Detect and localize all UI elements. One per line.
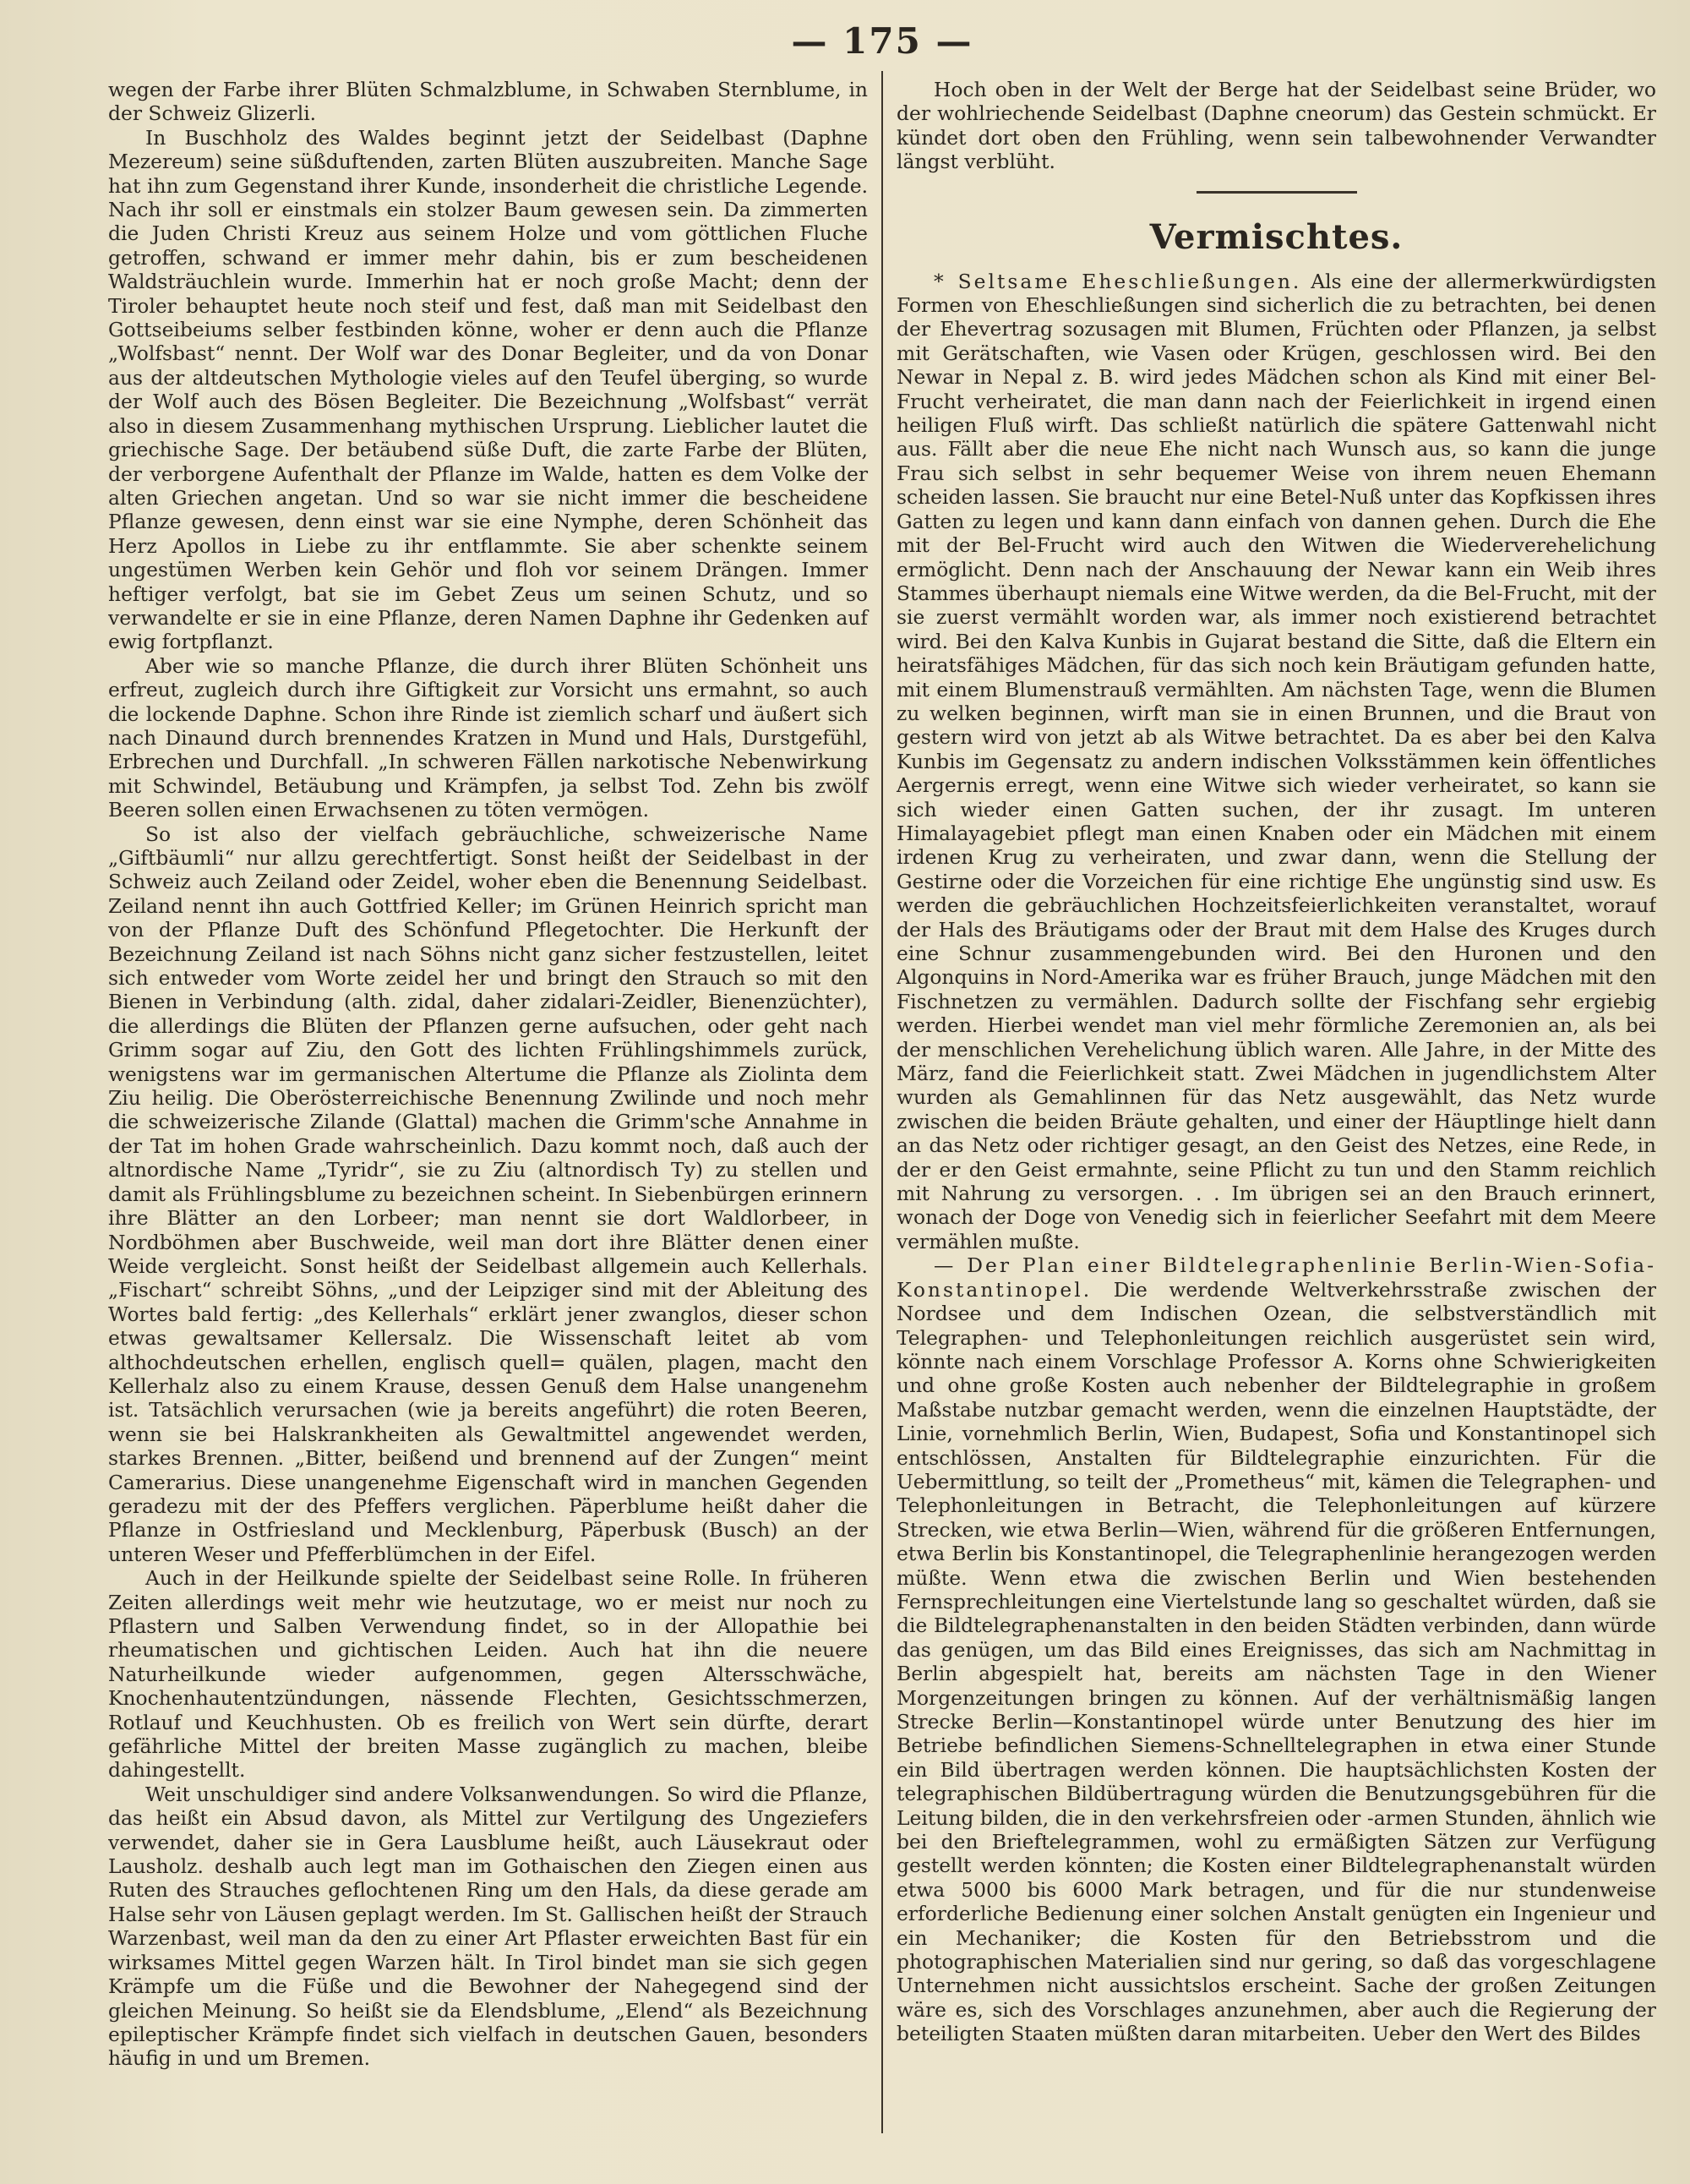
paragraph: Hoch oben in der Welt der Berge hat der Seidelbast seine Brüder, wo der wohlriechende Seidelbast (Daphne cneorum) das Gestein schmückt. Er kündet dort oben den Frühling, wenn sein talbewohnender Verwandter längst verblüht. [897,78,1656,174]
article-seltsame-eheschliessungen [897,270,1656,1254]
paragraph: In Buschholz des Waldes beginnt jetzt der Seidelbast (Daphne Mezereum) seine süßduftenden, zarten Blüten auszubreiten. Manche Sage hat ihn zum Gegenstand ihrer Kunde, insonderheit die christliche Legende. Nach ihr soll er einstmals ein stolzer Baum gewesen sein. Da zimmerten die Juden Christi Kreuz aus seinem Holze und vom göttlichen Fluche getroffen, schwand er immer mehr dahin, bis er zum bescheidenen Waldsträuchlein wurde. Immerhin hat er noch große Macht; denn der Tiroler behauptet heute noch steif und fest, daß man mit Seidelbast den Gottseibeiums selber festbinden könne, woher er denn auch die Pflanze „Wolfsbast“ nennt. Der Wolf war des Donar Begleiter, und da von Donar aus der altdeutschen Mythologie vieles auf den Teufel überging, so wurde der Wolf auch des Bösen Begleiter. Die Bezeichnung „Wolfsbast“ verrät also in diesem Zusammenhang mythischen Ursprung. Lieblicher lautet die griechische Sage. Der betäubend süße Duft, die zarte Farbe der Blüten, der verborgene Aufenthalt der Pflanze im Walde, hatten es dem Volke der alten Griechen angetan. Und so war sie nicht immer die bescheidene Pflanze gewesen, denn einst war sie eine Nymphe, deren Schönheit das Herz Apollos in Liebe zu ihr entflammte. Sie aber schenkte seinem ungestümen Werben kein Gehör und floh vor seinem Drängen. Immer heftiger verfolgt, bat sie im Gebet Zeus um seinen Schutz, und so verwandelte er sie in eine Pflanze, deren Namen Daphne ihr Gedenken auf ewig fortpflanzt. [108,125,868,654]
paragraph: Weit unschuldiger sind andere Volksanwendungen. So wird die Pflanze, das heißt ein Absud davon, als Mittel zur Vertilgung des Ungeziefers verwendet, daher sie in Gera Lausblume heißt, auch Läusekraut oder Lausholz. deshalb auch legt man im Gothaischen den Ziegen einen aus Ruten des Strauches geflochtenen Ring um den Hals, da diese gerade am Halse sehr von Läusen geplagt werden. Im St. Gallischen heißt der Strauch Warzenbast, weil man da den zu einer Art Pflaster erweichten Bast für ein wirksames Mittel gegen Warzen hält. In Tirol bindet man sie sich gegen Krämpfe um die Füße und die Bewohner der Nahegegend sind der gleichen Meinung. So heißt sie da Elendsblume, „Elend“ als Bezeichnung epileptischer Krämpfe findet sich vielfach in deutschen Gauen, besonders häufig in und um Bremen. [108,1782,868,2071]
left-column [108,78,881,2133]
paragraph: Aber wie so manche Pflanze, die durch ihrer Blüten Schönheit uns erfreut, zugleich durch ihre Giftigkeit zur Vorsicht uns ermahnt, so auch die lockende Daphne. Schon ihre Rinde ist ziemlich scharf und äußert sich nach Dinaund durch brennendes Kratzen in Mund und Hals, Durstgefühl, Erbrechen und Durchfall. „In schweren Fällen narkotische Nebenwirkung mit Schwindel, Betäubung und Krämpfen, ja selbst Tod. Zehn bis zwölf Beeren sollen einen Erwachsenen zu töten vermögen. [108,653,868,822]
article-heading: — Der Plan einer Bildtelegraphenlinie Berlin-Wien-Sofia-Konstantinopel. [897,1253,1656,1302]
paragraph: Auch in der Heilkunde spielte der Seidelbast seine Rolle. In früheren Zeiten allerdings weit mehr wie heutzutage, wo er meist nur noch zu Pflastern und Salben Verwendung findet, so in der Allopathie bei rheumatischen und gichtischen Leiden. Auch hat ihn die neuere Naturheilkunde wieder aufgenommen, gegen Altersschwäche, Knochenhautentzündungen, nässende Flechten, Gesichtsschmerzen, Rotlauf und Keuchhusten. Ob es freilich von Wert sein dürfte, derart gefährliche Mittel der breiten Masse zugänglich zu machen, bleibe dahingestellt. [108,1566,868,1783]
two-column-body [108,78,1656,2133]
article-bildtelegraphenlinie [897,1253,1656,2045]
article-body: Die werdende Weltverkehrsstraße zwischen der Nordsee und dem Indischen Ozean, die selbstverständlich mit Telegraphen- und Telephonleitungen reichlich ausgerüstet sein wird, könnte nach einem Vorschlage Professor A. Korns ohne Schwierigkeiten und ohne große Kosten auch nebenher der Bildtelegraphie in großem Maßstabe nutzbar gemacht werden, wenn die einzelnen Hauptstädte, der Linie, vornehmlich Berlin, Wien, Budapest, Sofia und Konstantinopel sich entschlössen, Anstalten für Bildtelegraphie einzurichten. Für die Uebermittlung, so teilt der „Prometheus“ mit, kämen die Telegraphen- und Telephonleitungen in Betracht, die Telephonleitungen auf kürzere Strecken, wie etwa Berlin—Wien, während für die größeren Entfernungen, etwa Berlin bis Konstantinopel, die Telegraphenlinie herangezogen werden müßte. Wenn etwa die zwischen Berlin und Wien bestehenden Fernsprechleitungen eine Viertelstunde lang so geschaltet würden, daß sie die Bildtelegraphenanstalten in den beiden Städten verbinden, dann würde das genügen, um das Bild eines Ereignisses, das sich am Nachmittag in Berlin abgespielt hat, bereits am nächsten Tage in den Wiener Morgenzeitungen bringen zu können. Auf der verhältnismäßig langen Strecke Berlin—Konstantinopel würde unter Benutzung des hier im Betriebe befindlichen Siemens-Schnelltelegraphen in etwa einer Stunde ein Bild übertragen werden können. Die hauptsächlichsten Kosten der telegraphischen Bildübertragung würden die Benutzungsgebühren für die Leitung bilden, die in den verkehrsfreien oder -armen Stunden, ähnlich wie bei den Brieftelegrammen, wohl zu ermäßigten Sätzen zur Verfügung gestellt werden könnten; die Kosten einer Bildtelegraphenanstalt würden etwa 5000 bis 6000 Mark betragen, und für die nur stundenweise erforderliche Bedienung einer solchen Anstalt genügten ein Ingenieur und ein Mechaniker; die Kosten für den Betriebsstrom und die photographischen Materialien sind nur gering, so daß das vorgeschlagene Unternehmen nicht aussichtslos erscheint. Sache der großen Zeitungen wäre es, sich des Vorschlages anzunehmen, aber auch die Regierung der beteiligten Staaten müßten daran mitarbeiten. Ueber den Wert des Bildes [897,1277,1656,2046]
page-number: — 175 — [791,20,973,62]
article-body: Als eine der allermerkwürdigsten Formen von Eheschließungen sind sicherlich die zu betrachten, bei denen der Ehevertrag sozusagen mit Blumen, Früchten oder Pflanzen, ja selbst mit Gerätschaften, wie Vasen oder Krügen, geschlossen wird. Bei den Newar in Nepal z. B. wird jedes Mädchen schon als Kind mit einer Bel-Frucht verheiratet, die man dann nach der Feierlichkeit in irgend einen heiligen Fluß wirft. Das schließt natürlich die spätere Gattenwahl nicht aus. Fällt aber die neue Ehe nicht nach Wunsch aus, so kann die junge Frau sich selbst in sehr bequemer Weise von ihrem neuen Ehemann scheiden lassen. Sie braucht nur eine Betel-Nuß unter das Kopfkissen ihres Gatten zu legen und kann dann einfach von dannen gehen. Durch die Ehe mit der Bel-Frucht wird auch den Witwen die Wiederverehelichung ermöglicht. Denn nach der Anschauung der Newar kann ein Weib ihres Stammes überhaupt niemals eine Witwe werden, da die Bel-Frucht, mit der sie zuerst vermählt worden war, als immer noch existierend betrachtet wird. Bei den Kalva Kunbis in Gujarat bestand die Sitte, daß die Eltern ein heiratsfähiges Mädchen, für das sich noch kein Bräutigam gefunden hatte, mit einem Blumenstrauß vermählten. Am nächsten Tage, wenn die Blumen zu welken beginnen, wirft man sie in einen Brunnen, und die Braut von gestern wird von jetzt ab als Witwe betrachtet. Da es aber bei den Kalva Kunbis im Gegensatz zu andern indischen Volksstämmen kein öffentliches Aergernis erregt, wenn eine Witwe sich wieder verheiratet, so kann sie sich wieder einen Gatten suchen, der ihr zusagt. Im unteren Himalayagebiet pflegt man einen Knaben oder ein Mädchen mit einem irdenen Krug zu verheiraten, und zwar dann, wenn die Stellung der Gestirne oder die Vorzeichen für eine richtige Ehe ungünstig sind usw. Es werden die gebräuchlichen Hochzeitsfeierlichkeiten veranstaltet, worauf der Hals des Bräutigams oder der Braut mit dem Halse des Kruges durch eine Schnur zusammengebunden wird. Bei den Huronen und den Algonquins in Nord-Amerika war es früher Brauch, junge Mädchen mit den Fischnetzen zu vermählen. Dadurch sollte der Fischfang sehr ergiebig werden. Hierbei wendet man viel mehr förmliche Zeremonien an, als bei der menschlichen Verehelichung üblich waren. Alle Jahre, in der Mitte des März, fand die Feierlichkeit statt. Zwei Mädchen in jugendlichstem Alter wurden als Gemahlinnen für das Netz ausgewählt, das Netz wurde zwischen die beiden Bräute gehalten, und einer der Häuptlinge hielt dann an das Netz oder richtiger gesagt, an den Geist des Netzes, eine Rede, in der er den Geist ermahnte, seine Pflicht zu tun und den Stamm reichlich mit Nahrung zu versorgen. . . Im übrigen sei an den Brauch erinnert, wonach der Doge von Venedig sich in feierlicher Seefahrt mit dem Meere vermählen mußte. [897,269,1656,1253]
separator-rule [1197,191,1357,194]
paragraph: So ist also der vielfach gebräuchliche, schweizerische Name „Giftbäumli“ nur allzu gerechtfertigt. Sonst heißt der Seidelbast in der Schweiz auch Zeiland oder Zeidel, woher eben die Benennung Seidelbast. Zeiland nennt ihn auch Gottfried Keller; im Grünen Heinrich spricht man von der Pflanze Duft des Schönfund Pflegetochter. Die Herkunft der Bezeichnung Zeiland ist nach Söhns nicht ganz sicher festzustellen, leitet sich entweder vom Worte zeidel her und bringt den Strauch so mit den Bienen in Verbindung (alth. zidal, daher zidalari-Zeidler, Bienenzüchter), die allerdings die Blüten der Pflanzen gerne aufsuchen, oder geht nach Grimm sogar auf Ziu, den Gott des lichten Frühlingshimmels zurück, wenigstens war im germanischen Altertume die Pflanze als Ziolinta dem Ziu heilig. Die Oberösterreichische Benennung Zwilinde und noch mehr die schweizerische Zilande (Glattal) machen die Grimm'sche Annahme in der Tat im hohen Grade wahrscheinlich. Dazu kommt noch, daß auch der altnordische Name „Tyridr“, sie zu Ziu (altnordisch Ty) zu stellen und damit als Frühlingsblume zu bezeichnen scheint. In Siebenbürgen erinnern ihre Blätter an den Lorbeer; man nennt sie dort Waldlorbeer, in Nordböhmen aber Buschweide, weil man dort ihre Blätter denen einer Weide vergleicht. Sonst heißt der Seidelbast allgemein auch Kellerhals. „Fischart“ schreibt Söhns, „und der Leipziger sind mit der Ableitung des Wortes bald fertig: „des Kellerhals“ erklärt jener zwanglos, dieser schon etwas gewaltsamer Kellersalz. Die Wissenschaft leitet ab vom althochdeutschen erhellen, englisch quell= quälen, plagen, macht den Kellerhalz also zu einem Krause, dessen Genuß dem Halse unangenehm ist. Tatsächlich verursachen (wie ja bereits angeführt) die roten Beeren, wenn sie bei Halskrankheiten als Gewaltmittel angewendet werden, starkes Brennen. „Bitter, beißend und brennend auf der Zungen“ meint Camerarius. Diese unangenehme Eigenschaft wird in manchen Gegenden geradezu mit der des Pfeffers verglichen. Päperblume heißt daher die Pflanze in Ostfriesland und Mecklenburg, Päperbusk (Busch) an der unteren Weser und Pfefferblümchen in der Eifel. [108,822,868,1566]
right-column [883,78,1656,2133]
paragraph: wegen der Farbe ihrer Blüten Schmalzblume, in Schwaben Sternblume, in der Schweiz Glizerli. [108,78,868,126]
article-heading: * Seltsame Eheschließungen. [934,269,1302,293]
section-title: Vermischtes. [1149,216,1404,257]
